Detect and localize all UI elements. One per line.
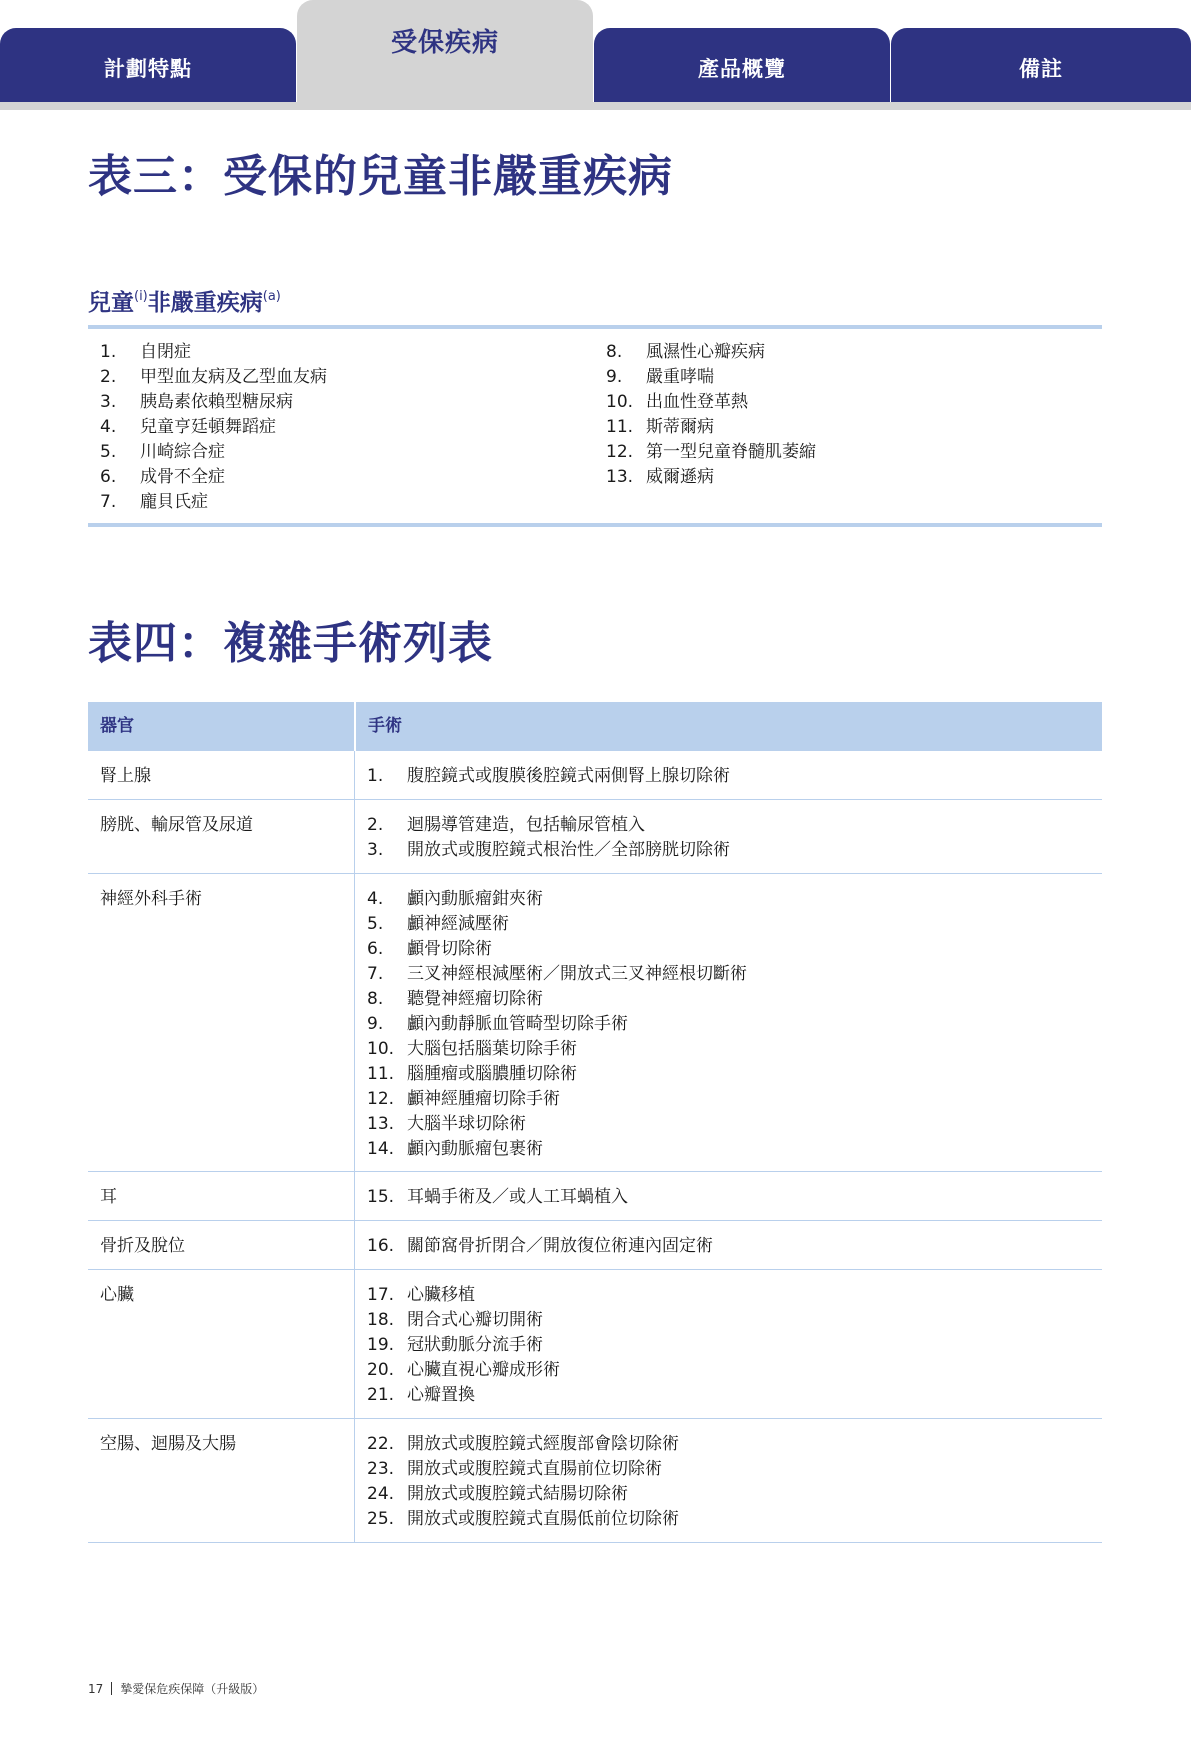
list-item: 8. 聽覺神經瘤切除術 <box>367 989 543 1009</box>
surgery-cell <box>355 1270 560 1418</box>
organ-cell: 神經外科手術 <box>88 874 355 1171</box>
list-item: 24. 開放式或腹腔鏡式結腸切除術 <box>367 1484 628 1504</box>
list-item: 6. 成骨不全症 <box>100 467 225 487</box>
illness-list-right <box>606 340 816 490</box>
table-row <box>88 751 1102 800</box>
list-item: 4. 兒童亨廷頓舞蹈症 <box>100 417 276 437</box>
footer-divider <box>111 1682 112 1695</box>
tab-bar <box>0 0 1191 110</box>
list-item: 25. 開放式或腹腔鏡式直腸低前位切除術 <box>367 1509 679 1529</box>
list-item: 14. 顱內動脈瘤包裹術 <box>367 1139 543 1159</box>
table3-title: 表三：受保的兒童非嚴重疾病 <box>88 151 673 202</box>
header-surgery: 手術 <box>368 716 402 736</box>
organ-cell: 心臟 <box>88 1270 355 1418</box>
surgery-cell <box>355 874 747 1171</box>
subheading-sup1: (i) <box>134 289 148 304</box>
organ-cell: 腎上腺 <box>88 751 355 799</box>
list-item: 6. 顱骨切除術 <box>367 939 492 959</box>
list-item: 5. 川崎綜合症 <box>100 442 225 462</box>
list-item: 17. 心臟移植 <box>367 1285 475 1305</box>
list-item: 22. 開放式或腹腔鏡式經腹部會陰切除術 <box>367 1434 679 1454</box>
list-item: 2. 迴腸導管建造，包括輸尿管植入 <box>367 815 645 835</box>
list-item: 13. 大腦半球切除術 <box>367 1114 526 1134</box>
table-row <box>88 1270 1102 1419</box>
subheading-part2: 非嚴重疾病 <box>147 290 263 316</box>
surgery-cell <box>355 1221 713 1269</box>
page-number: 17 <box>88 1682 104 1696</box>
surgery-cell <box>355 1419 679 1542</box>
table3-subheading <box>88 284 281 317</box>
list-item: 11. 斯蒂爾病 <box>606 417 714 437</box>
tab-covered-illnesses[interactable]: 受保疾病 <box>297 0 593 102</box>
list-item: 3. 開放式或腹腔鏡式根治性／全部膀胱切除術 <box>367 840 730 860</box>
table-row <box>88 1419 1102 1543</box>
list-item: 5. 顱神經減壓術 <box>367 914 509 934</box>
list-item: 3. 胰島素依賴型糖尿病 <box>100 392 293 412</box>
tab-notes[interactable]: 備註 <box>891 28 1191 102</box>
header-organ: 器官 <box>88 702 356 751</box>
surgery-cell <box>355 800 730 873</box>
tab-underline <box>0 102 1191 110</box>
list-item: 13. 威爾遜病 <box>606 467 714 487</box>
list-item: 4. 顱內動脈瘤鉗夾術 <box>367 889 543 909</box>
organ-cell: 骨折及脫位 <box>88 1221 355 1269</box>
list-item: 18. 閉合式心瓣切開術 <box>367 1310 543 1330</box>
organ-cell: 膀胱、輸尿管及尿道 <box>88 800 355 873</box>
list-item: 19. 冠狀動脈分流手術 <box>367 1335 543 1355</box>
table-row <box>88 1221 1102 1270</box>
table-header <box>88 702 1102 751</box>
list-item: 11. 腦腫瘤或腦膿腫切除術 <box>367 1064 577 1084</box>
list-item: 20. 心臟直視心瓣成形術 <box>367 1360 560 1380</box>
list-item: 23. 開放式或腹腔鏡式直腸前位切除術 <box>367 1459 662 1479</box>
table4-title: 表四：複雜手術列表 <box>88 618 493 669</box>
list-item: 8. 風濕性心瓣疾病 <box>606 342 765 362</box>
list-item: 1. 自閉症 <box>100 342 191 362</box>
organ-cell: 耳 <box>88 1172 355 1220</box>
surgery-table <box>88 702 1102 1543</box>
surgery-cell <box>355 751 730 799</box>
subheading-part1: 兒童 <box>88 290 134 316</box>
table-row <box>88 874 1102 1172</box>
list-item: 16. 關節窩骨折閉合／開放復位術連內固定術 <box>367 1236 713 1256</box>
subheading-sup2: (a) <box>262 289 281 304</box>
list-item: 1. 腹腔鏡式或腹膜後腔鏡式兩側腎上腺切除術 <box>367 766 730 786</box>
tab-plan-features[interactable]: 計劃特點 <box>0 28 296 102</box>
list-bottom-rule <box>88 523 1102 527</box>
list-item: 10. 大腦包括腦葉切除手術 <box>367 1039 577 1059</box>
tab-product-overview[interactable]: 產品概覽 <box>594 28 890 102</box>
organ-cell: 空腸、迴腸及大腸 <box>88 1419 355 1542</box>
list-item: 7. 三叉神經根減壓術／開放式三叉神經根切斷術 <box>367 964 747 984</box>
list-item: 12. 第一型兒童脊髓肌萎縮 <box>606 442 816 462</box>
product-name: 摯愛保危疾保障（升級版） <box>120 1682 265 1696</box>
table-row <box>88 800 1102 874</box>
illness-list-left <box>100 340 327 515</box>
list-item: 21. 心瓣置換 <box>367 1385 475 1405</box>
page-footer <box>88 1680 264 1697</box>
list-item: 10. 出血性登革熱 <box>606 392 748 412</box>
list-item: 2. 甲型血友病及乙型血友病 <box>100 367 327 387</box>
table-row <box>88 1172 1102 1221</box>
list-item: 9. 嚴重哮喘 <box>606 367 714 387</box>
list-item: 7. 龐貝氏症 <box>100 492 208 512</box>
list-top-rule <box>88 325 1102 329</box>
list-item: 9. 顱內動靜脈血管畸型切除手術 <box>367 1014 628 1034</box>
list-item: 12. 顱神經腫瘤切除手術 <box>367 1089 560 1109</box>
surgery-cell <box>355 1172 628 1220</box>
list-item: 15. 耳蝸手術及／或人工耳蝸植入 <box>367 1187 628 1207</box>
